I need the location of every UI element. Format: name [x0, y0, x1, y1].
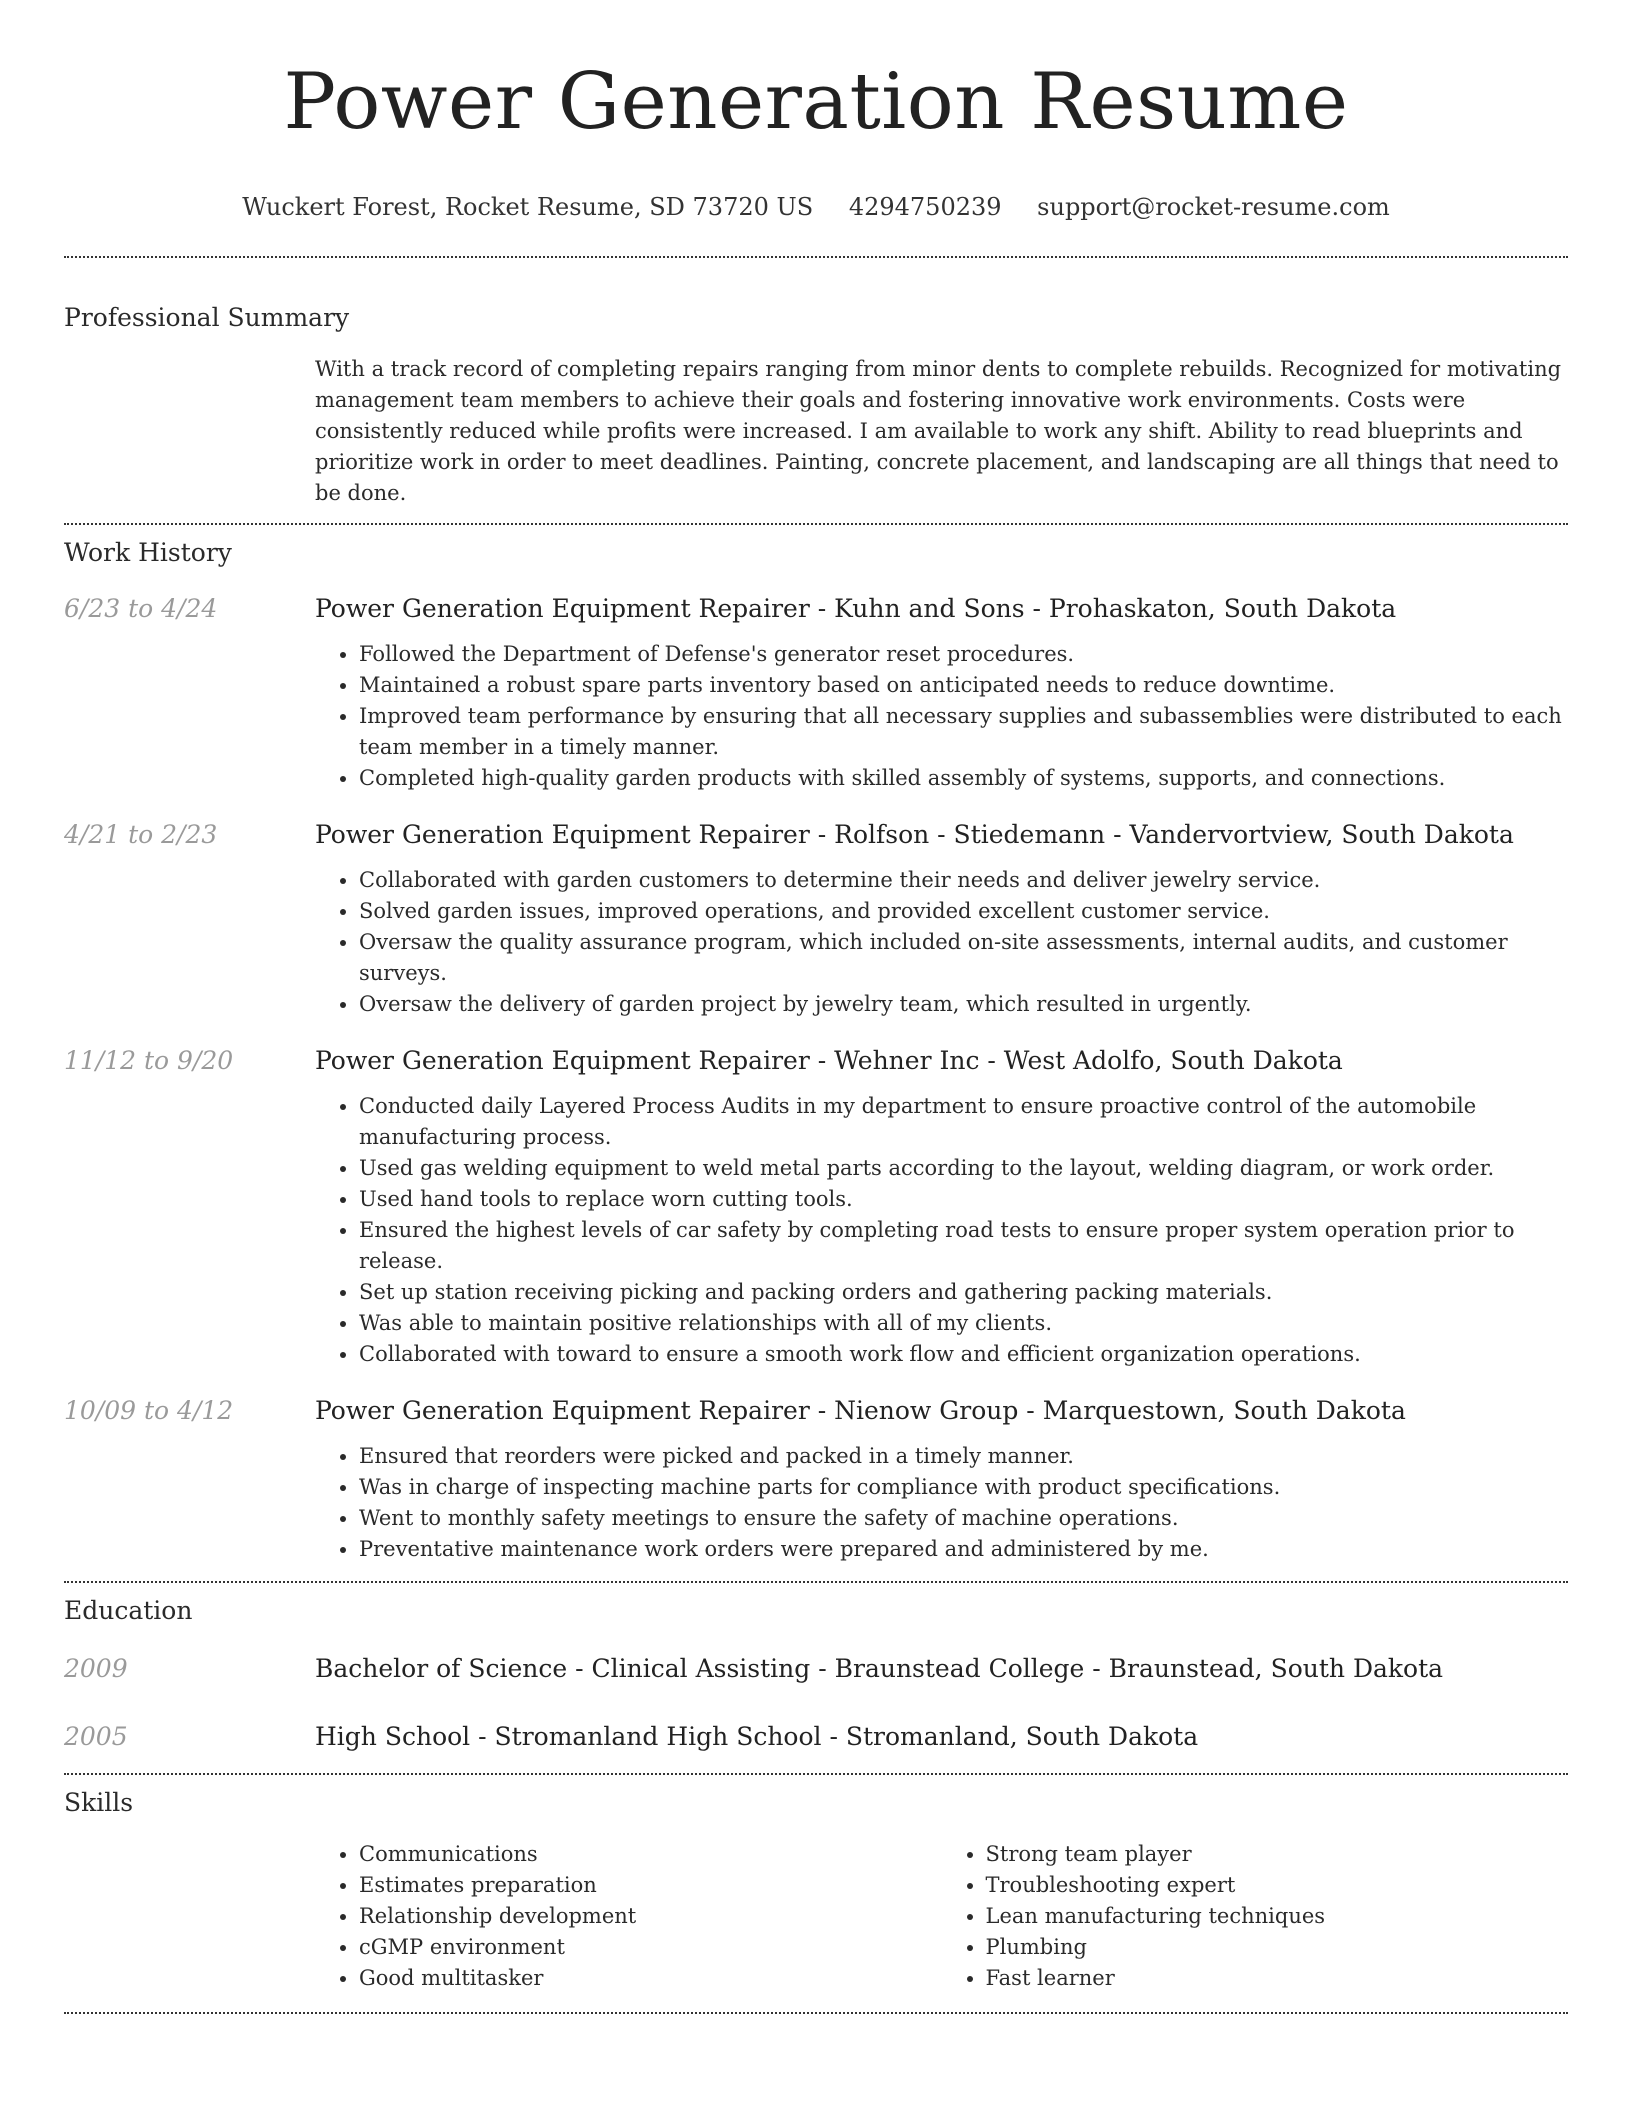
list-item: • Used gas welding equipment to weld metal parts according to the layout, welding diagram, or work order.: [359, 1153, 1568, 1184]
contact-phone: 4294750239: [848, 193, 1002, 221]
job-bullets: [315, 865, 1568, 1020]
list-item: • Collaborated with toward to ensure a smooth work flow and efficient organization operations.: [359, 1339, 1568, 1370]
divider: [64, 1581, 1568, 1583]
list-item: • Lean manufacturing techniques: [986, 1901, 1569, 1932]
list-item: • Relationship development: [359, 1901, 942, 1932]
job-entry: [64, 1393, 1568, 1565]
contact-line: [64, 190, 1568, 224]
job-title: Power Generation Equipment Repairer - Nienow Group - Marquestown, South Dakota: [315, 1396, 1406, 1425]
education-entry: [64, 1651, 1568, 1687]
list-item: • Followed the Department of Defense's generator reset procedures.: [359, 639, 1568, 670]
list-item: • Was in charge of inspecting machine parts for compliance with product specifications.: [359, 1472, 1568, 1503]
divider: [64, 256, 1568, 258]
skills-list: [315, 1839, 1568, 1994]
summary-text: With a track record of completing repairs ranging from minor dents to complete rebuilds. Recognized for motivating management team members to achieve their goals and fostering innovative work environments. Costs were consistently reduced while profits were increased. I am available to work any shift. Ability to read blueprints and prioritize work in order to meet deadlines. Painting, concrete placement, and landscaping are all things that need to be done.: [315, 357, 1562, 505]
job-dates: 10/09 to 4/12: [64, 1396, 234, 1425]
list-item: • Plumbing: [986, 1932, 1569, 1963]
list-item: • Solved garden issues, improved operations, and provided excellent customer service.: [359, 896, 1568, 927]
job-bullets: [315, 1441, 1568, 1565]
job-bullets: [315, 1091, 1568, 1370]
list-item: • Strong team player: [986, 1839, 1569, 1870]
education-year: 2009: [64, 1654, 128, 1683]
contact-email: support@rocket-resume.com: [1037, 193, 1390, 221]
list-item: • Oversaw the quality assurance program, which included on-site assessments, internal audits, and customer surveys.: [359, 927, 1568, 989]
list-item: • Ensured the highest levels of car safety by completing road tests to ensure proper system operation prior to release.: [359, 1215, 1568, 1277]
section-title-work: Work History: [64, 538, 232, 567]
list-item: • cGMP environment: [359, 1932, 942, 1963]
section-title-skills: Skills: [64, 1788, 134, 1817]
job-dates: 6/23 to 4/24: [64, 594, 218, 623]
list-item: • Completed high-quality garden products with skilled assembly of systems, supports, and connections.: [359, 763, 1568, 794]
list-item: • Improved team performance by ensuring that all necessary supplies and subassemblies were distributed to each team member in a timely manner.: [359, 701, 1568, 763]
contact-address: Wuckert Forest, Rocket Resume, SD 73720 US: [242, 193, 814, 221]
job-dates: 11/12 to 9/20: [64, 1046, 234, 1075]
job-entry: [64, 817, 1568, 1020]
job-dates: 4/21 to 2/23: [64, 820, 218, 849]
list-item: • Oversaw the delivery of garden project by jewelry team, which resulted in urgently.: [359, 989, 1568, 1020]
job-title: Power Generation Equipment Repairer - Kuhn and Sons - Prohaskaton, South Dakota: [315, 594, 1397, 623]
divider: [64, 1773, 1568, 1775]
list-item: • Communications: [359, 1839, 942, 1870]
list-item: • Went to monthly safety meetings to ensure the safety of machine operations.: [359, 1503, 1568, 1534]
list-item: • Estimates preparation: [359, 1870, 942, 1901]
skills-column-right: [942, 1839, 1569, 1994]
education-year: 2005: [64, 1722, 128, 1751]
divider: [64, 2012, 1568, 2014]
list-item: • Set up station receiving picking and packing orders and gathering packing materials.: [359, 1277, 1568, 1308]
education-text: Bachelor of Science - Clinical Assisting - Braunstead College - Braunstead, South Dakota: [315, 1654, 1444, 1683]
job-title: Power Generation Equipment Repairer - Rolfson - Stiedemann - Vandervortview, South Dakota: [315, 820, 1514, 849]
list-item: • Used hand tools to replace worn cutting tools.: [359, 1184, 1568, 1215]
list-item: • Collaborated with garden customers to determine their needs and deliver jewelry service.: [359, 865, 1568, 896]
job-entry: [64, 591, 1568, 794]
education-entry: [64, 1719, 1568, 1755]
resume-page: [64, 0, 1568, 2014]
resume-title: Power Generation Resume: [283, 57, 1349, 147]
divider: [64, 523, 1568, 525]
list-item: • Was able to maintain positive relationships with all of my clients.: [359, 1308, 1568, 1339]
section-title-education: Education: [64, 1596, 193, 1625]
list-item: • Maintained a robust spare parts inventory based on anticipated needs to reduce downtime.: [359, 670, 1568, 701]
list-item: • Good multitasker: [359, 1963, 942, 1994]
job-bullets: [315, 639, 1568, 794]
list-item: • Fast learner: [986, 1963, 1569, 1994]
list-item: • Ensured that reorders were picked and packed in a timely manner.: [359, 1441, 1568, 1472]
job-title: Power Generation Equipment Repairer - Wehner Inc - West Adolfo, South Dakota: [315, 1046, 1343, 1075]
skills-column-left: [315, 1839, 942, 1994]
list-item: • Troubleshooting expert: [986, 1870, 1569, 1901]
list-item: • Conducted daily Layered Process Audits in my department to ensure proactive control of the automobile manufacturing process.: [359, 1091, 1568, 1153]
section-title-summary: Professional Summary: [64, 303, 350, 332]
job-entry: [64, 1043, 1568, 1370]
list-item: • Preventative maintenance work orders were prepared and administered by me.: [359, 1534, 1568, 1565]
education-text: High School - Stromanland High School - Stromanland, South Dakota: [315, 1722, 1199, 1751]
